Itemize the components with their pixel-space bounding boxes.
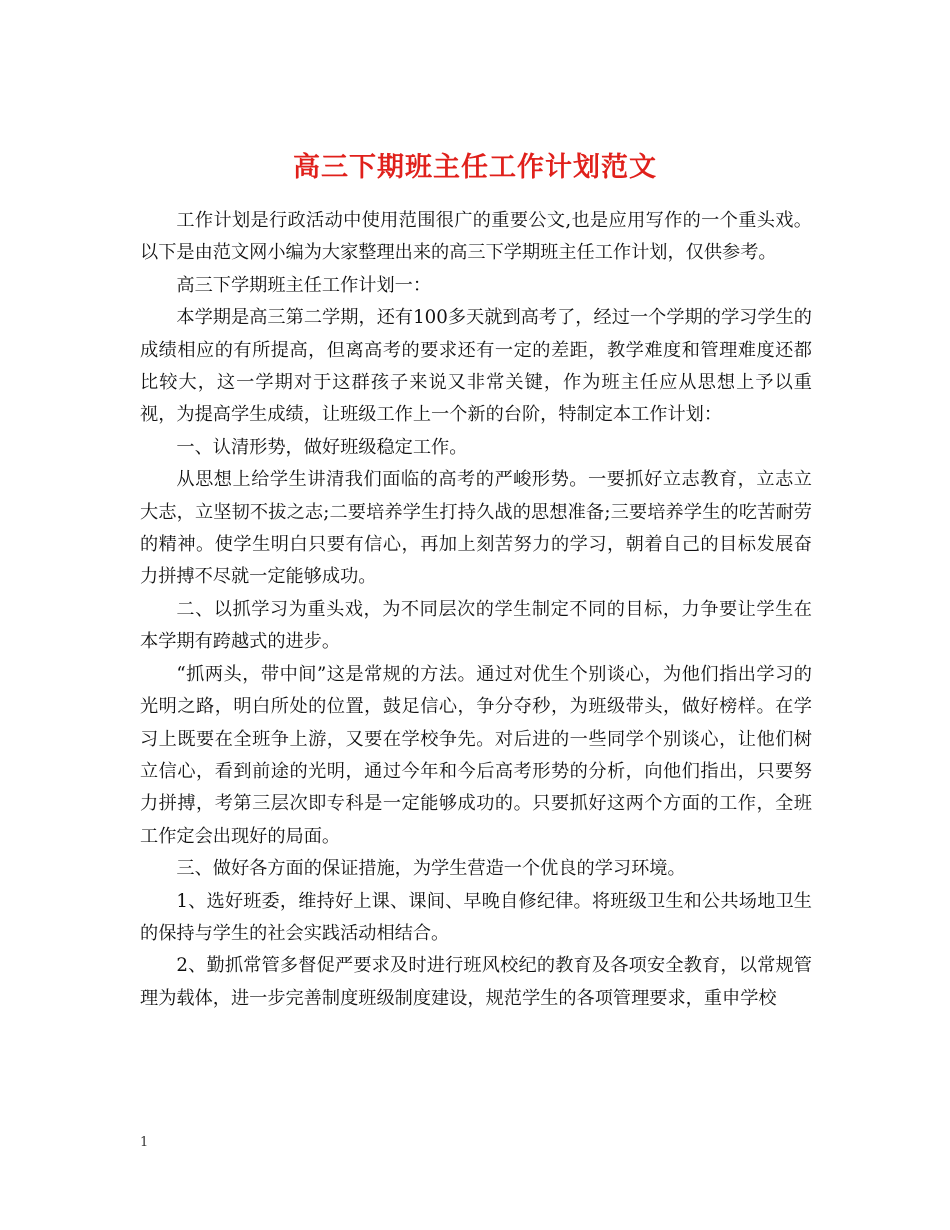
list-item-one: 1、选好班委，维持好上课、课间、早晚自修纪律。将班级卫生和公共场地卫生的保持与学生的社会实践活动相结合。: [140, 890, 812, 944]
paragraph-semester-overview: 本学期是高三第二学期，还有100多天就到高考了，经过一个学期的学习学生的成绩相应的有所提高，但离高考的要求还有一定的差距，教学难度和管理难度还都比较大，这一学期对于这群孩子来说又非常关键，作为班主任应从思想上予以重视，为提高学生成绩，让班级工作上一个新的台阶，特制定本工作计划：: [140, 307, 812, 426]
document-title: 高三下期班主任工作计划范文: [293, 152, 657, 184]
section-heading-one: 一、认清形势，做好班级稳定工作。: [176, 436, 468, 458]
paragraph-plan-one-heading: 高三下学期班主任工作计划一：: [176, 274, 432, 296]
paragraph-two-ends: “抓两头，带中间”这是常规的方法。通过对优生个别谈心，为他们指出学习的光明之路，明白所处的位置，鼓足信心，争分夺秒，为班级带头，做好榜样。在学习上既要在全班争上游，又要在学校争先。对后进的一些同学个别谈心，让他们树立信心，看到前途的光明，通过今年和今后高考形势的分析，向他们指出，只要努力拼搏，考第三层次即专科是一定能够成功的。只要抓好这两个方面的工作，全班工作定会出现好的局面。: [140, 663, 812, 847]
paragraph-thinking: 从思想上给学生讲清我们面临的高考的严峻形势。一要抓好立志教育，立志立大志，立坚韧不拔之志;二要培养学生打持久战的思想准备;三要培养学生的吃苦耐劳的精神。使学生明白只要有信心，再加上刻苦努力的学习，朝着自己的目标发展奋力拼搏不尽就一定能够成功。: [140, 469, 812, 588]
list-item-two: 2、勤抓常管多督促严要求及时进行班风校纪的教育及各项安全教育，以常规管理为载体，进一步完善制度班级制度建设，规范学生的各项管理要求，重申学校: [140, 955, 812, 1009]
document-body: [140, 205, 812, 1015]
page-number: 1: [140, 1135, 149, 1150]
section-heading-two: 二、以抓学习为重头戏，为不同层次的学生制定不同的目标，力争要让学生在本学期有跨越式的进步。: [140, 598, 812, 653]
section-heading-three: 三、做好各方面的保证措施，为学生营造一个优良的学习环境。: [176, 858, 686, 880]
paragraph-intro: 工作计划是行政活动中使用范围很广的重要公文,也是应用写作的一个重头戏。以下是由范文网小编为大家整理出来的高三下学期班主任工作计划，仅供参考。: [140, 210, 812, 264]
